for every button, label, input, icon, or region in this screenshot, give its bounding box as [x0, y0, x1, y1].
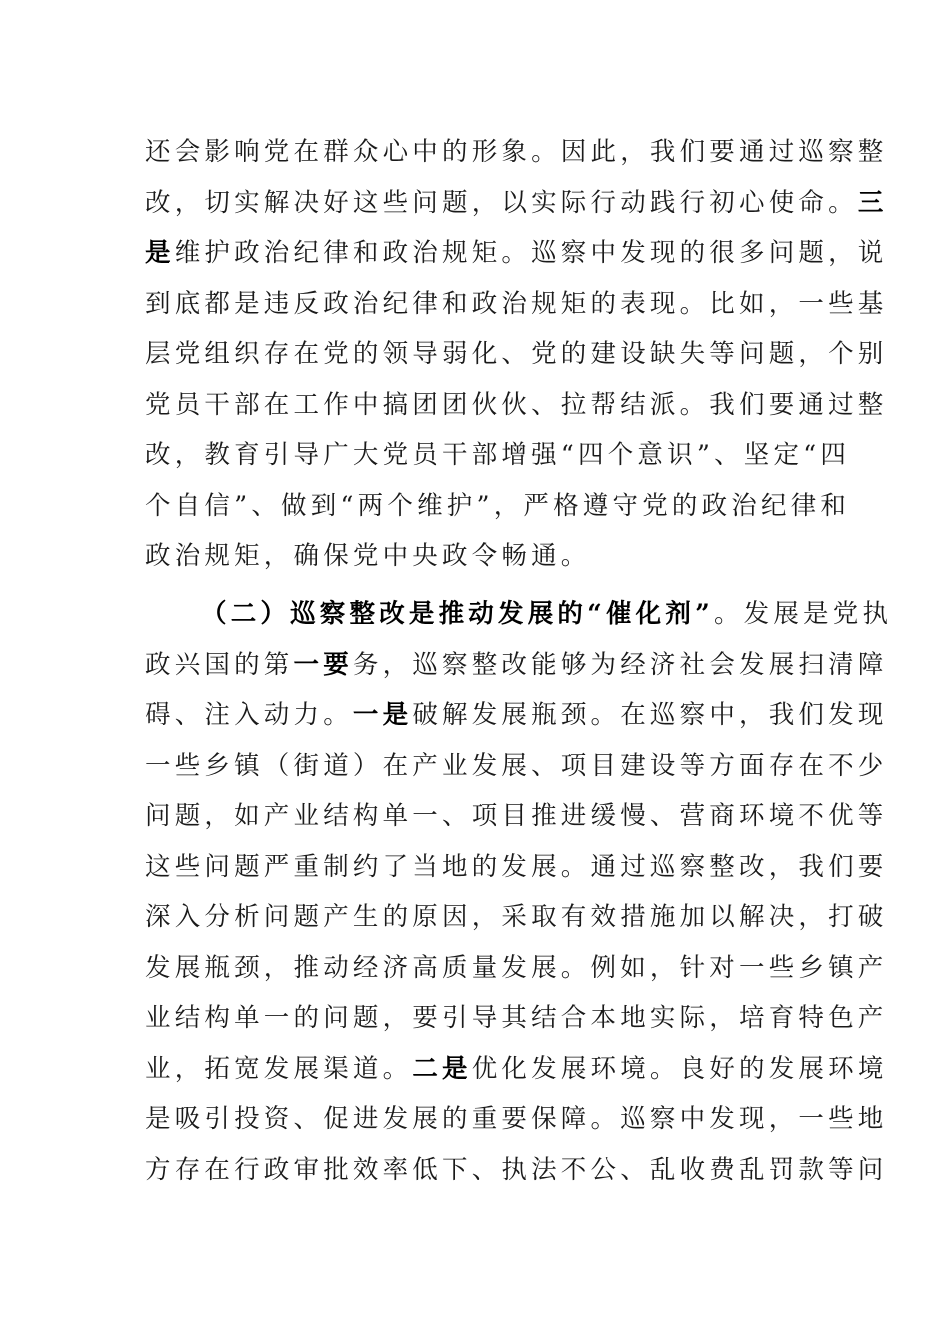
text-line: 是吸引投资、促进发展的重要保障。巡察中发现，一些地	[145, 1104, 888, 1134]
text-line: 一些乡镇（街道）在产业发展、项目建设等方面存在不少	[145, 750, 888, 781]
bold-marker: 二是	[412, 1053, 472, 1084]
paragraph-1	[145, 127, 888, 582]
text-line: 党员干部在工作中搞团团伙伙、拉帮结派。我们要通过整	[145, 389, 888, 420]
text-line: 发展瓶颈，推动经济高质量发展。例如，针对一些乡镇产	[145, 952, 888, 983]
bold-marker: 是	[145, 238, 175, 268]
text-line: 个自信”、做到“两个维护”，严格遵守党的政治纪律和	[145, 490, 851, 521]
section-heading: （二）巡察整改是推动发展的“催化剂”	[201, 599, 714, 629]
text-line: 层党组织存在党的领导弱化、党的建设缺失等问题，个别	[145, 339, 888, 369]
text-line: 碍、注入动力。一是破解发展瓶颈。在巡察中，我们发现	[145, 700, 888, 730]
text-line: 政治规矩，确保党中央政令畅通。	[145, 541, 591, 571]
bold-marker: 一是	[352, 700, 413, 730]
bold-marker: 一要	[293, 649, 353, 680]
text-line: 业结构单一的问题，要引导其结合本地实际，培育特色产	[145, 1003, 888, 1033]
text-line: 这些问题严重制约了当地的发展。通过巡察整改，我们要	[145, 851, 888, 882]
text-line: 问题，如产业结构单一、项目推进缓慢、营商环境不优等	[145, 801, 888, 831]
text-line: 政兴国的第一要务，巡察整改能够为经济社会发展扫清障	[145, 649, 888, 680]
text-line: 是维护政治纪律和政治规矩。巡察中发现的很多问题，说	[145, 238, 888, 268]
text-line: 还会影响党在群众心中的形象。因此，我们要通过巡察整	[145, 137, 888, 167]
text-line: 到底都是违反政治纪律和政治规矩的表现。比如，一些基	[145, 288, 888, 319]
text-line: （二）巡察整改是推动发展的“催化剂”。发展是党执	[201, 599, 893, 629]
bold-marker: 三	[857, 187, 888, 218]
text-line: 业，拓宽发展渠道。二是优化发展环境。良好的发展环境	[145, 1053, 888, 1084]
text-line: 深入分析问题产生的原因，采取有效措施加以解决，打破	[145, 902, 888, 932]
paragraph-2	[145, 589, 893, 1195]
text-line: 改，切实解决好这些问题，以实际行动践行初心使命。三	[145, 187, 888, 218]
text-line: 改，教育引导广大党员干部增强“四个意识”、坚定“四	[145, 440, 851, 470]
text-line: 方存在行政审批效率低下、执法不公、乱收费乱罚款等问	[145, 1154, 888, 1185]
